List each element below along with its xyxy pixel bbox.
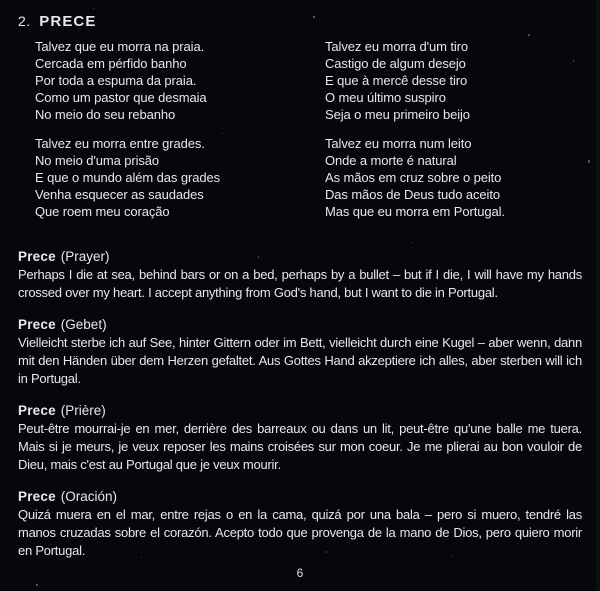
lyric-line: Talvez eu morra d'um tiro <box>325 39 469 54</box>
translation-title: Prece <box>18 249 56 264</box>
lyric-line: Seja o meu primeiro beijo <box>325 107 470 122</box>
translation-heading <box>18 316 582 334</box>
noise-speck <box>36 584 38 586</box>
lyric-line: No meio d'uma prisão <box>35 153 160 168</box>
translation-text: Perhaps I die at sea, behind bars or on a bed, perhaps by a bullet – but if I die, I will have my hands crossed over my heart. I accept anything from God's hand, but I want to die in Portugal. <box>18 267 582 300</box>
lyric-line: Como um pastor que desmaia <box>35 90 207 105</box>
lyric-line: O meu último suspiro <box>325 90 446 105</box>
lyric-line: E que o mundo além das grades <box>35 170 220 185</box>
lyric-line: Mas que eu morra em Portugal. <box>325 204 505 219</box>
translation-title: Prece <box>18 317 56 332</box>
translation-spanish <box>18 488 582 560</box>
translation-german <box>18 316 582 388</box>
lyric-line: Castigo de algum desejo <box>325 56 466 71</box>
lyric-line: Onde a morte é natural <box>325 153 457 168</box>
translation-heading <box>18 488 582 506</box>
translation-title: Prece <box>18 489 56 504</box>
song-header <box>0 0 600 30</box>
translation-language-label: (Gebet) <box>60 317 107 332</box>
song-title: PRECE <box>39 13 97 30</box>
lyrics-column-left <box>35 38 325 232</box>
lyric-line: Talvez eu morra entre grades. <box>35 136 205 151</box>
translation-language-label: (Oración) <box>60 489 118 504</box>
translation-text: Peut-être mourrai-je en mer, derrière des barreaux ou dans un lit, peut-être qu'une balle me tuera. Mais si je meurs, je veux reposer les mains croisées sur mon coeur. Je me plierai au bon vouloir de Dieu, mais c'est au Portugal que je veux mourir. <box>18 421 582 472</box>
lyric-line: Cercada em pérfido banho <box>35 56 187 71</box>
translation-text: Quizá muera en el mar, entre rejas o en la cama, quizá por una bala – pero si muero, tendré las manos cruzadas sobre el corazón. Acepto todo que provenga de la mano de Dios, pero quiero morir en Portugal. <box>18 507 582 558</box>
translation-heading <box>18 248 582 266</box>
translation-language-label: (Prayer) <box>60 249 110 264</box>
noise-speck <box>528 34 530 36</box>
translation-heading <box>18 402 582 420</box>
page-number: 6 <box>296 566 304 580</box>
lyric-line: Que roem meu coração <box>35 204 170 219</box>
track-number: 2. <box>18 13 31 29</box>
page-footer <box>0 564 600 582</box>
translation-text: Vielleicht sterbe ich auf See, hinter Gittern oder im Bett, vielleicht durch eine Kugel – aber wenn, dann mit den Händen über dem Herzen gefaltet. Aus Gottes Hand akzeptiere ich alles, aber sterben will ich in Portugal. <box>18 335 582 386</box>
lyric-line: As mãos em cruz sobre o peito <box>325 170 502 185</box>
translations-section <box>18 248 582 560</box>
lyric-line: Venha esquecer as saudades <box>35 187 204 202</box>
stanza <box>35 38 325 123</box>
translation-title: Prece <box>18 403 56 418</box>
stanza <box>325 135 600 220</box>
lyric-line: Das mãos de Deus tudo aceito <box>325 187 500 202</box>
translation-language-label: (Prière) <box>60 403 106 418</box>
translation-english <box>18 248 582 302</box>
lyric-line: Talvez eu morra num leito <box>325 136 472 151</box>
lyric-line: No meio do seu rebanho <box>35 107 176 122</box>
lyric-line: Talvez que eu morra na praia. <box>35 39 205 54</box>
lyric-line: Por toda a espuma da praia. <box>35 73 197 88</box>
stanza <box>325 38 600 123</box>
stanza <box>35 135 325 220</box>
translation-french <box>18 402 582 474</box>
lyrics-column-right <box>325 38 600 232</box>
lyrics-section <box>35 38 600 232</box>
lyric-line: E que à mercê desse tiro <box>325 73 468 88</box>
noise-speck <box>411 242 412 243</box>
